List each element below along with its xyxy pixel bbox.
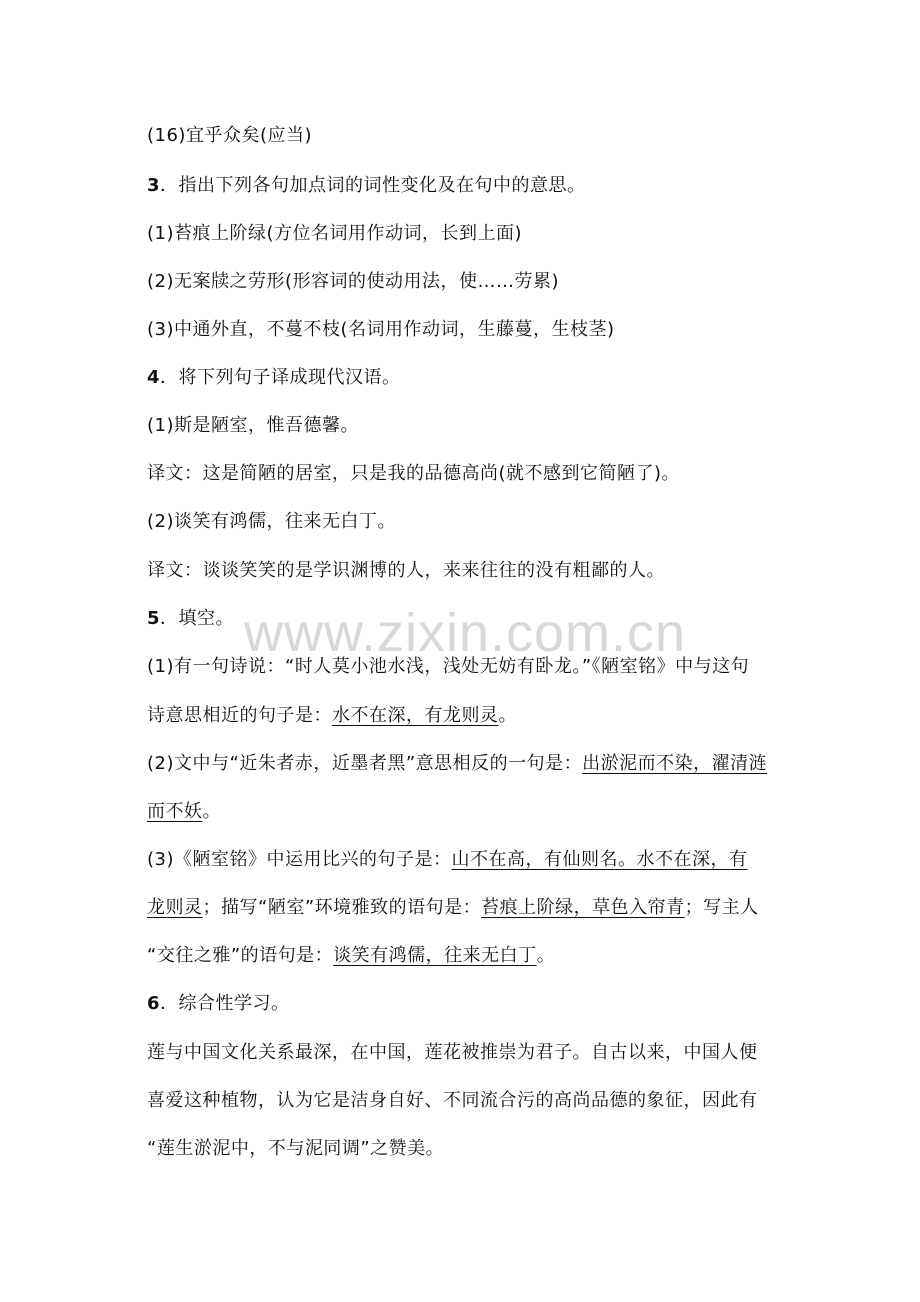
q4-item-1 (147, 413, 777, 439)
question-number: 4 (147, 367, 161, 388)
line-text: 喜爱这种植物，认为它是洁身自好、不同流合污的高尚品德的象征，因此有 (147, 1090, 758, 1111)
question-number: 3 (147, 175, 161, 196)
q3-item-3 (147, 317, 777, 343)
q4-item-2 (147, 509, 777, 535)
underlined-answer: 山不在高，有仙则名。水不在深，有 (451, 849, 748, 870)
q5-item-1-answer-line (147, 703, 777, 729)
line-text: (1)苔痕上阶绿(方位名词用作动词，长到上面) (147, 223, 523, 244)
underlined-answer: 出淤泥而不染，濯清涟 (582, 753, 768, 774)
watermark: www.zixin.com.cn (243, 603, 687, 663)
line-text: 。 (498, 705, 517, 726)
q5-item-3-continuation-2 (147, 943, 777, 969)
line-text: 。 (536, 945, 556, 966)
underlined-answer: 谈笑有鸿儒，往来无白丁 (333, 945, 537, 966)
q5-item-3 (147, 847, 777, 873)
line-text: 译文：谈谈笑笑的是学识渊博的人，来来往往的没有粗鄙的人。 (147, 560, 665, 581)
line-text: “交往之雅”的语句是： (147, 945, 334, 966)
underlined-answer: 水不在深，有龙则灵 (332, 705, 499, 726)
q3-item-2 (147, 269, 777, 295)
q5-item-1 (147, 654, 777, 680)
question-6-heading (147, 991, 777, 1017)
q4-translation-1 (147, 461, 777, 487)
line-text: (2)文中与“近朱者赤，近墨者黑”意思相反的一句是： (147, 753, 583, 774)
line-text: (2)无案牍之劳形(形容词的使动用法，使……劳累) (147, 271, 560, 292)
q6-paragraph-line-2 (147, 1088, 777, 1114)
q6-paragraph-line-3 (147, 1136, 777, 1162)
line-text: (3)《陋室铭》中运用比兴的句子是： (147, 849, 452, 870)
line-text: (16)宜乎众矣(应当) (147, 125, 312, 146)
line-text: 莲与中国文化关系最深，在中国，莲花被推崇为君子。自古以来，中国人便 (147, 1042, 758, 1063)
question-text: ．将下列句子译成现代汉语。 (160, 367, 401, 388)
line-text: 译文：这是简陋的居室，只是我的品德高尚(就不感到它简陋了)。 (147, 463, 681, 484)
q3-item-1 (147, 221, 777, 247)
underlined-answer: 龙则灵 (147, 897, 203, 918)
line-text: 诗意思相近的句子是： (147, 705, 332, 726)
question-text: ．指出下列各句加点词的词性变化及在句中的意思。 (160, 175, 586, 196)
question-3-heading (147, 173, 777, 199)
question-text: ．综合性学习。 (160, 993, 290, 1014)
question-text: ．填空。 (160, 608, 235, 629)
question-number: 5 (147, 608, 161, 629)
line-text: “莲生淤泥中，不与泥同调”之赞美。 (147, 1138, 445, 1159)
q5-item-2-continuation (147, 799, 777, 825)
q6-paragraph-line-1 (147, 1040, 777, 1066)
q4-translation-2 (147, 558, 777, 584)
q5-item-2 (147, 751, 777, 777)
item-16-line (147, 123, 777, 149)
line-text: ；描写“陋室”环境雅致的语句是： (202, 897, 482, 918)
q5-item-3-continuation (147, 895, 777, 921)
question-5-heading (147, 606, 777, 632)
line-text: (2)谈笑有鸿儒，往来无白丁。 (147, 511, 396, 532)
question-number: 6 (147, 993, 161, 1014)
question-4-heading (147, 365, 777, 391)
line-text: (1)有一句诗说：“时人莫小池水浅，浅处无妨有卧龙。”《陋室铭》中与这句 (147, 656, 750, 677)
line-text: (1)斯是陋室，惟吾德馨。 (147, 415, 359, 436)
line-text: 。 (202, 801, 221, 822)
line-text: ；写主人 (684, 897, 759, 918)
line-text: (3)中通外直，不蔓不枝(名词用作动词，生藤蔓，生枝茎) (147, 319, 615, 340)
underlined-answer: 而不妖 (147, 801, 203, 822)
underlined-answer: 苔痕上阶绿，草色入帘青 (481, 897, 685, 918)
